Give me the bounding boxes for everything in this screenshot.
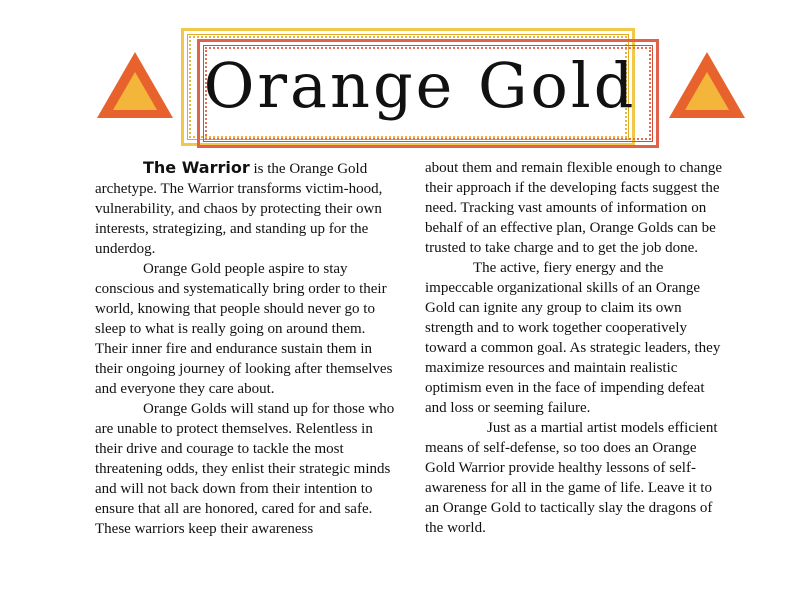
paragraph-awareness-cont: about them and remain flexible enough to change their approach if the developing facts suggest the need. Tracking vast amounts of information on behalf of an effective plan, Orange Golds can be trusted to take charge and to get the job done.	[425, 160, 722, 256]
triangle-left-icon	[95, 50, 175, 120]
page-title: Orange Gold	[203, 49, 637, 122]
lead-heading: The Warrior	[143, 158, 250, 177]
paragraph-order: Orange Gold people aspire to stay conscious and systematically bring order to their world, knowing that people should never go to sleep to what is really going on around them. Their inner fire and endurance sustain them in their ongoing journey of looking after themselves and everyone they care about.	[95, 261, 393, 397]
paragraph-stand-up: Orange Golds will stand up for those who are unable to protect themselves. Relentless in their drive and courage to tackle the most threatening odds, they enlist their strategic minds and will not back down from their intention to ensure that all are honored, cared for and safe. These warriors keep their awareness	[95, 401, 395, 537]
paragraph-martial-artist: Just as a martial artist models efficient means of self-defense, so too does an Orange Gold Warrior provide healthy lessons of self-awareness for all in the game of life. Leave it to an Orange Gold to tactically slay the dragons of the world.	[425, 420, 718, 536]
paragraph-warrior-intro	[95, 158, 395, 259]
paragraph-fiery-energy: The active, fiery energy and the impeccable organizational skills of an Orange Gold can ignite any group to claim its own strength and to work together cooperatively toward a common goal. As strategic leaders, they maximize resources and maintain realistic optimism even in the face of impending defeat and loss or seeming failure.	[425, 260, 721, 416]
left-column	[95, 158, 395, 539]
paragraph-text: is the Orange Gold archetype. The Warrior transforms victim-hood, vulnerability, and chaos by protecting their own interests, strategizing, and standing up for the underdog.	[95, 161, 383, 257]
triangle-right-icon	[667, 50, 747, 120]
right-column	[425, 158, 725, 538]
